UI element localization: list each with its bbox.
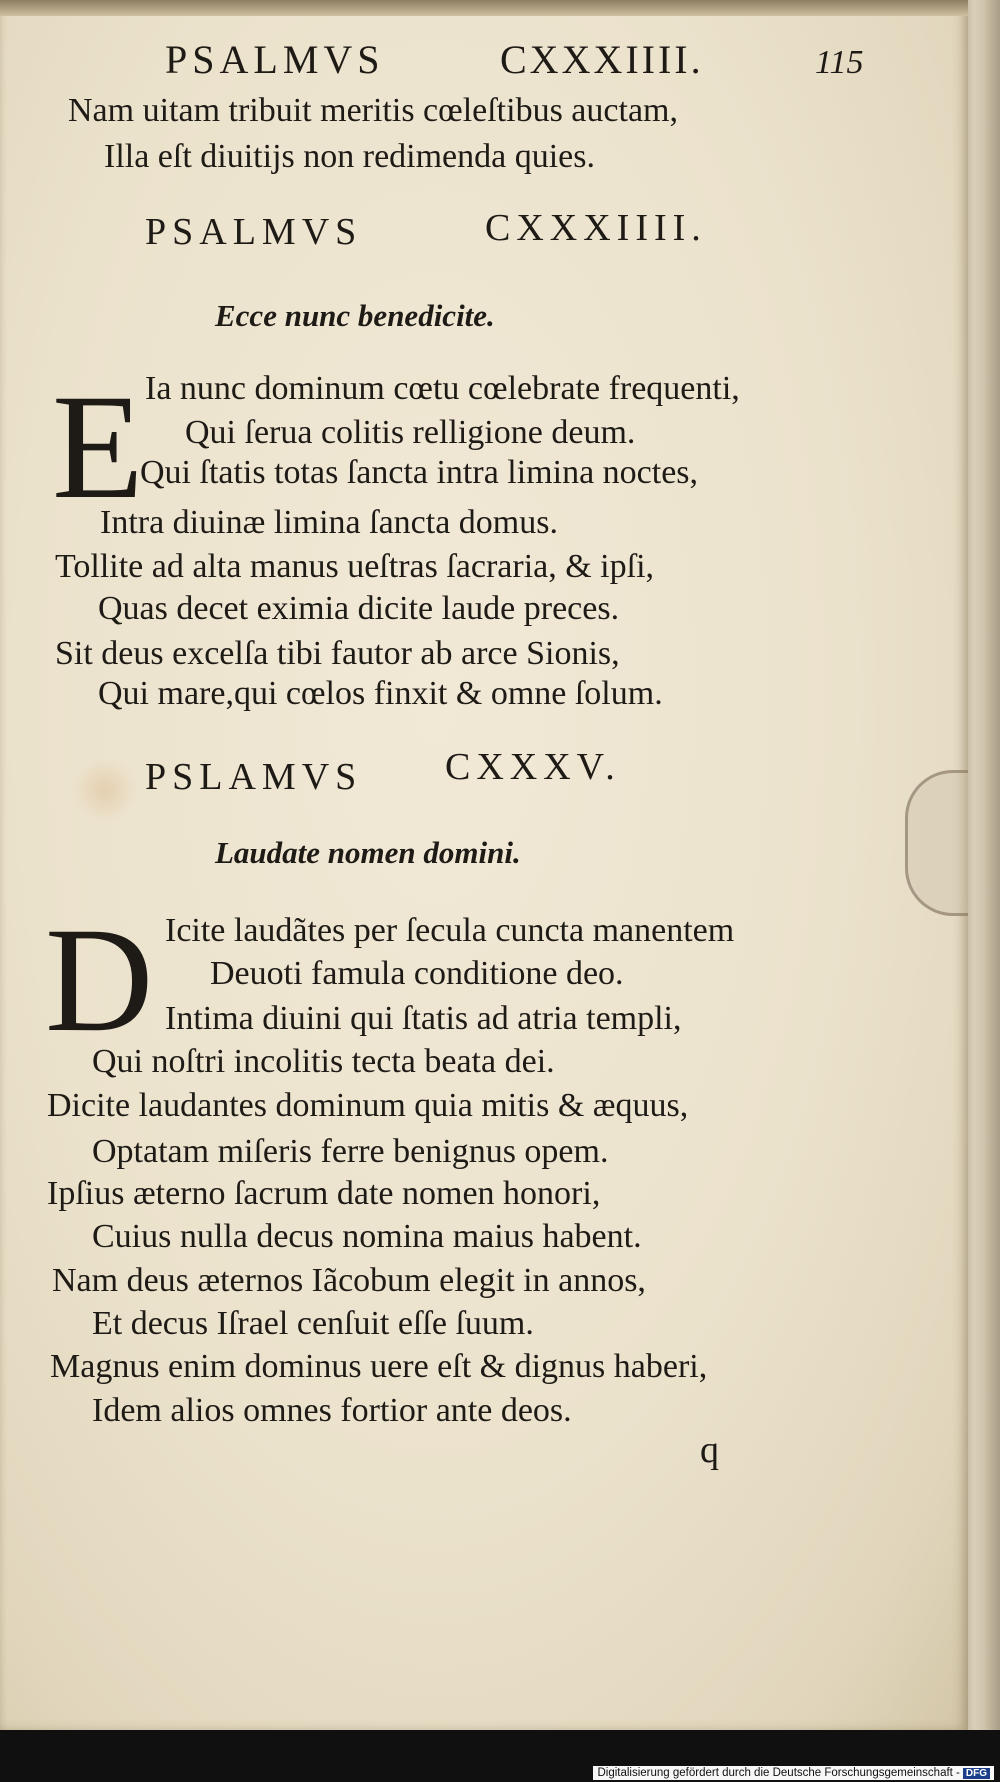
page-clip-shadow [905, 770, 968, 916]
psalm-134-line: Qui ſtatis totas ſancta intra limina noctes, [140, 454, 699, 491]
psalm-135-numeral: CXXXV. [445, 746, 621, 788]
psalm-134-line: Qui mare,qui cœlos finxit & omne ſolum. [98, 675, 663, 712]
psalm-135-line: Cuius nulla decus nomina maius habent. [92, 1218, 642, 1255]
psalm-134-numeral: CXXXIIII. [485, 207, 707, 249]
psalm-134-line: Tollite ad alta manus ueſtras ſacraria, & ipſi, [55, 548, 655, 585]
psalm-134-subtitle: Ecce nunc benedicite. [215, 298, 495, 333]
psalm-134-line: Sit deus excelſa tibi fautor ab arce Sionis, [55, 635, 620, 672]
psalm-135-line: Ipſius æterno ſacrum date nomen honori, [47, 1175, 601, 1212]
digitization-credit [593, 1766, 994, 1780]
page-number: 115 [815, 44, 864, 81]
psalm-135-line: Intima diuini qui ſtatis ad atria templi, [165, 1000, 682, 1037]
page-top-edge [0, 0, 968, 16]
psalm-135-line: Magnus enim dominus uere eſt & dignus haberi, [50, 1348, 708, 1385]
psalm-134-line: Ia nunc dominum cœtu cœlebrate frequenti, [145, 370, 740, 407]
psalm-135-line: Icite laudãtes per ſecula cuncta manentem [165, 912, 735, 949]
running-head-numeral: CXXXIIII. [500, 37, 704, 82]
psalm-134-line: Quas decet eximia dicite laude preces. [98, 590, 620, 627]
psalm-135-title: PSLAMVS [145, 756, 363, 798]
psalm-135-line: Dicite laudantes dominum quia mitis & æquus, [47, 1087, 689, 1124]
psalm-135-line: Deuoti famula conditione deo. [210, 955, 624, 992]
psalm-135-line: Et decus Iſrael cenſuit eſſe ſuum. [92, 1305, 534, 1342]
psalm-134-line: Qui ſerua colitis relligione deum. [185, 414, 636, 451]
carryover-line: Illa eſt diuitijs non redimenda quies. [104, 138, 596, 175]
psalm-134-drop-cap: E [52, 364, 144, 530]
psalm-135-subtitle: Laudate nomen domini. [215, 835, 521, 870]
psalm-134-line: Intra diuinæ limina ſancta domus. [100, 504, 558, 541]
credit-text: Digitalisierung gefördert durch die Deutsche Forschungsgemeinschaft - [597, 1767, 960, 1779]
stain [70, 760, 140, 820]
running-head-title: PSALMVS [165, 37, 385, 82]
carryover-line: Nam uitam tribuit meritis cœleſtibus auctam, [68, 92, 678, 129]
psalm-134-title: PSALMVS [145, 211, 363, 253]
psalm-135-drop-cap: D [45, 897, 154, 1063]
psalm-135-line: Optatam miſeris ferre benignus opem. [92, 1133, 609, 1170]
psalm-135-line: Qui noſtri incolitis tecta beata dei. [92, 1043, 555, 1080]
psalm-135-line: Idem alios omnes fortior ante deos. [92, 1392, 572, 1429]
signature-mark: q [700, 1429, 719, 1471]
dfg-logo: DFG [963, 1768, 990, 1779]
psalm-135-line: Nam deus æternos Iãcobum elegit in annos, [52, 1262, 646, 1299]
